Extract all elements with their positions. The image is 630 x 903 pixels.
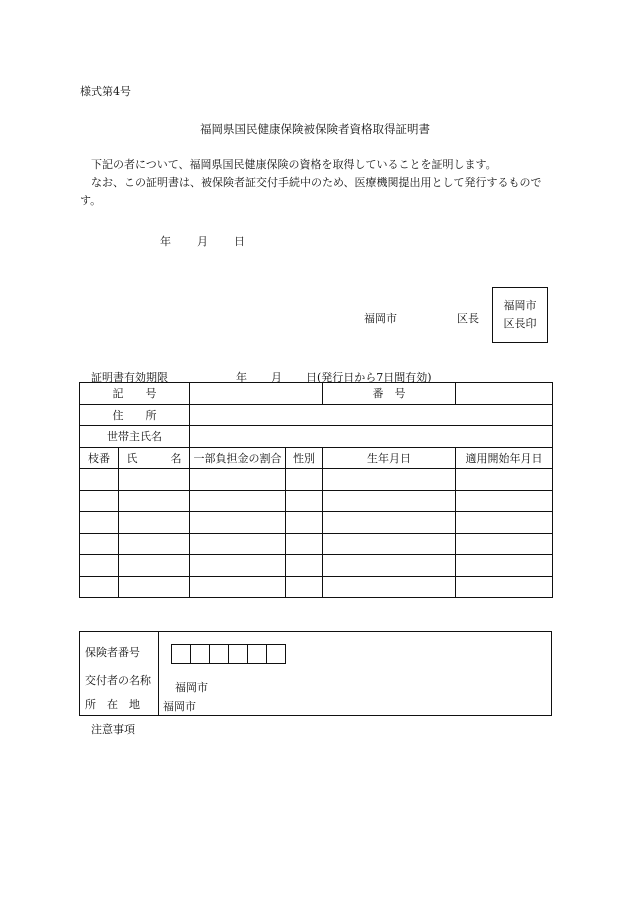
issue-day-label: 日 — [234, 235, 245, 248]
table-row — [80, 576, 553, 598]
header-branch-no: 枝番 — [80, 447, 119, 469]
insurer-info-box — [79, 631, 552, 716]
validity-year: 年 — [236, 371, 247, 384]
insurer-number-boxes[interactable] — [171, 644, 286, 664]
symbol-row — [80, 383, 553, 405]
header-copay-ratio: 一部負担金の割合 — [190, 447, 286, 469]
table-row — [80, 512, 553, 534]
body-paragraph-1: 下記の者について、福岡県国民健康保険の資格を取得していることを証明します。 — [91, 158, 497, 171]
header-name: 氏 名 — [119, 447, 190, 469]
address-row — [80, 404, 553, 426]
issuer-city: 福岡市 — [364, 312, 397, 325]
table-row — [80, 469, 553, 491]
form-number: 様式第4号 — [80, 85, 131, 98]
header-birth-date: 生年月日 — [323, 447, 456, 469]
insured-persons-table — [79, 382, 553, 598]
notes-label: 注意事項 — [91, 723, 135, 736]
number-value[interactable] — [456, 383, 553, 405]
table-row — [80, 533, 553, 555]
address-label: 住 所 — [80, 404, 190, 426]
body-paragraph-2: なお、この証明書は、被保険者証交付手続中のため、医療機関提出用として発行するものです。 — [80, 176, 542, 207]
householder-label: 世帯主氏名 — [80, 426, 190, 448]
issuer-title: 区長 — [457, 312, 479, 325]
issue-year-label: 年 — [160, 235, 171, 248]
document-title: 福岡県国民健康保険被保険者資格取得証明書 — [200, 122, 430, 136]
issuer-name-label: 交付者の名称 — [85, 674, 151, 687]
location-value: 福岡市 — [163, 700, 196, 713]
seal-line-1: 福岡市 — [503, 299, 537, 312]
validity-month: 月 — [271, 371, 282, 384]
address-value[interactable] — [190, 404, 553, 426]
issue-date — [160, 233, 245, 249]
validity-label: 証明書有効期限 — [91, 371, 168, 384]
official-seal — [492, 287, 548, 343]
location-label: 所 在 地 — [85, 698, 140, 711]
symbol-value[interactable] — [190, 383, 323, 405]
table-header-row — [80, 447, 553, 469]
issuer-name-value: 福岡市 — [175, 681, 208, 694]
insurer-divider — [158, 632, 159, 715]
symbol-label: 記 号 — [80, 383, 190, 405]
insurer-number-label: 保険者番号 — [85, 646, 140, 659]
certificate-body — [80, 156, 555, 210]
householder-value[interactable] — [190, 426, 553, 448]
validity-day-note: 日(発行日から7日間有効) — [306, 371, 432, 384]
table-row — [80, 555, 553, 577]
table-row — [80, 490, 553, 512]
householder-row — [80, 426, 553, 448]
header-start-date: 適用開始年月日 — [456, 447, 553, 469]
number-label: 番 号 — [323, 383, 456, 405]
issue-month-label: 月 — [197, 235, 208, 248]
seal-line-2: 区長印 — [503, 317, 537, 330]
header-sex: 性別 — [286, 447, 323, 469]
